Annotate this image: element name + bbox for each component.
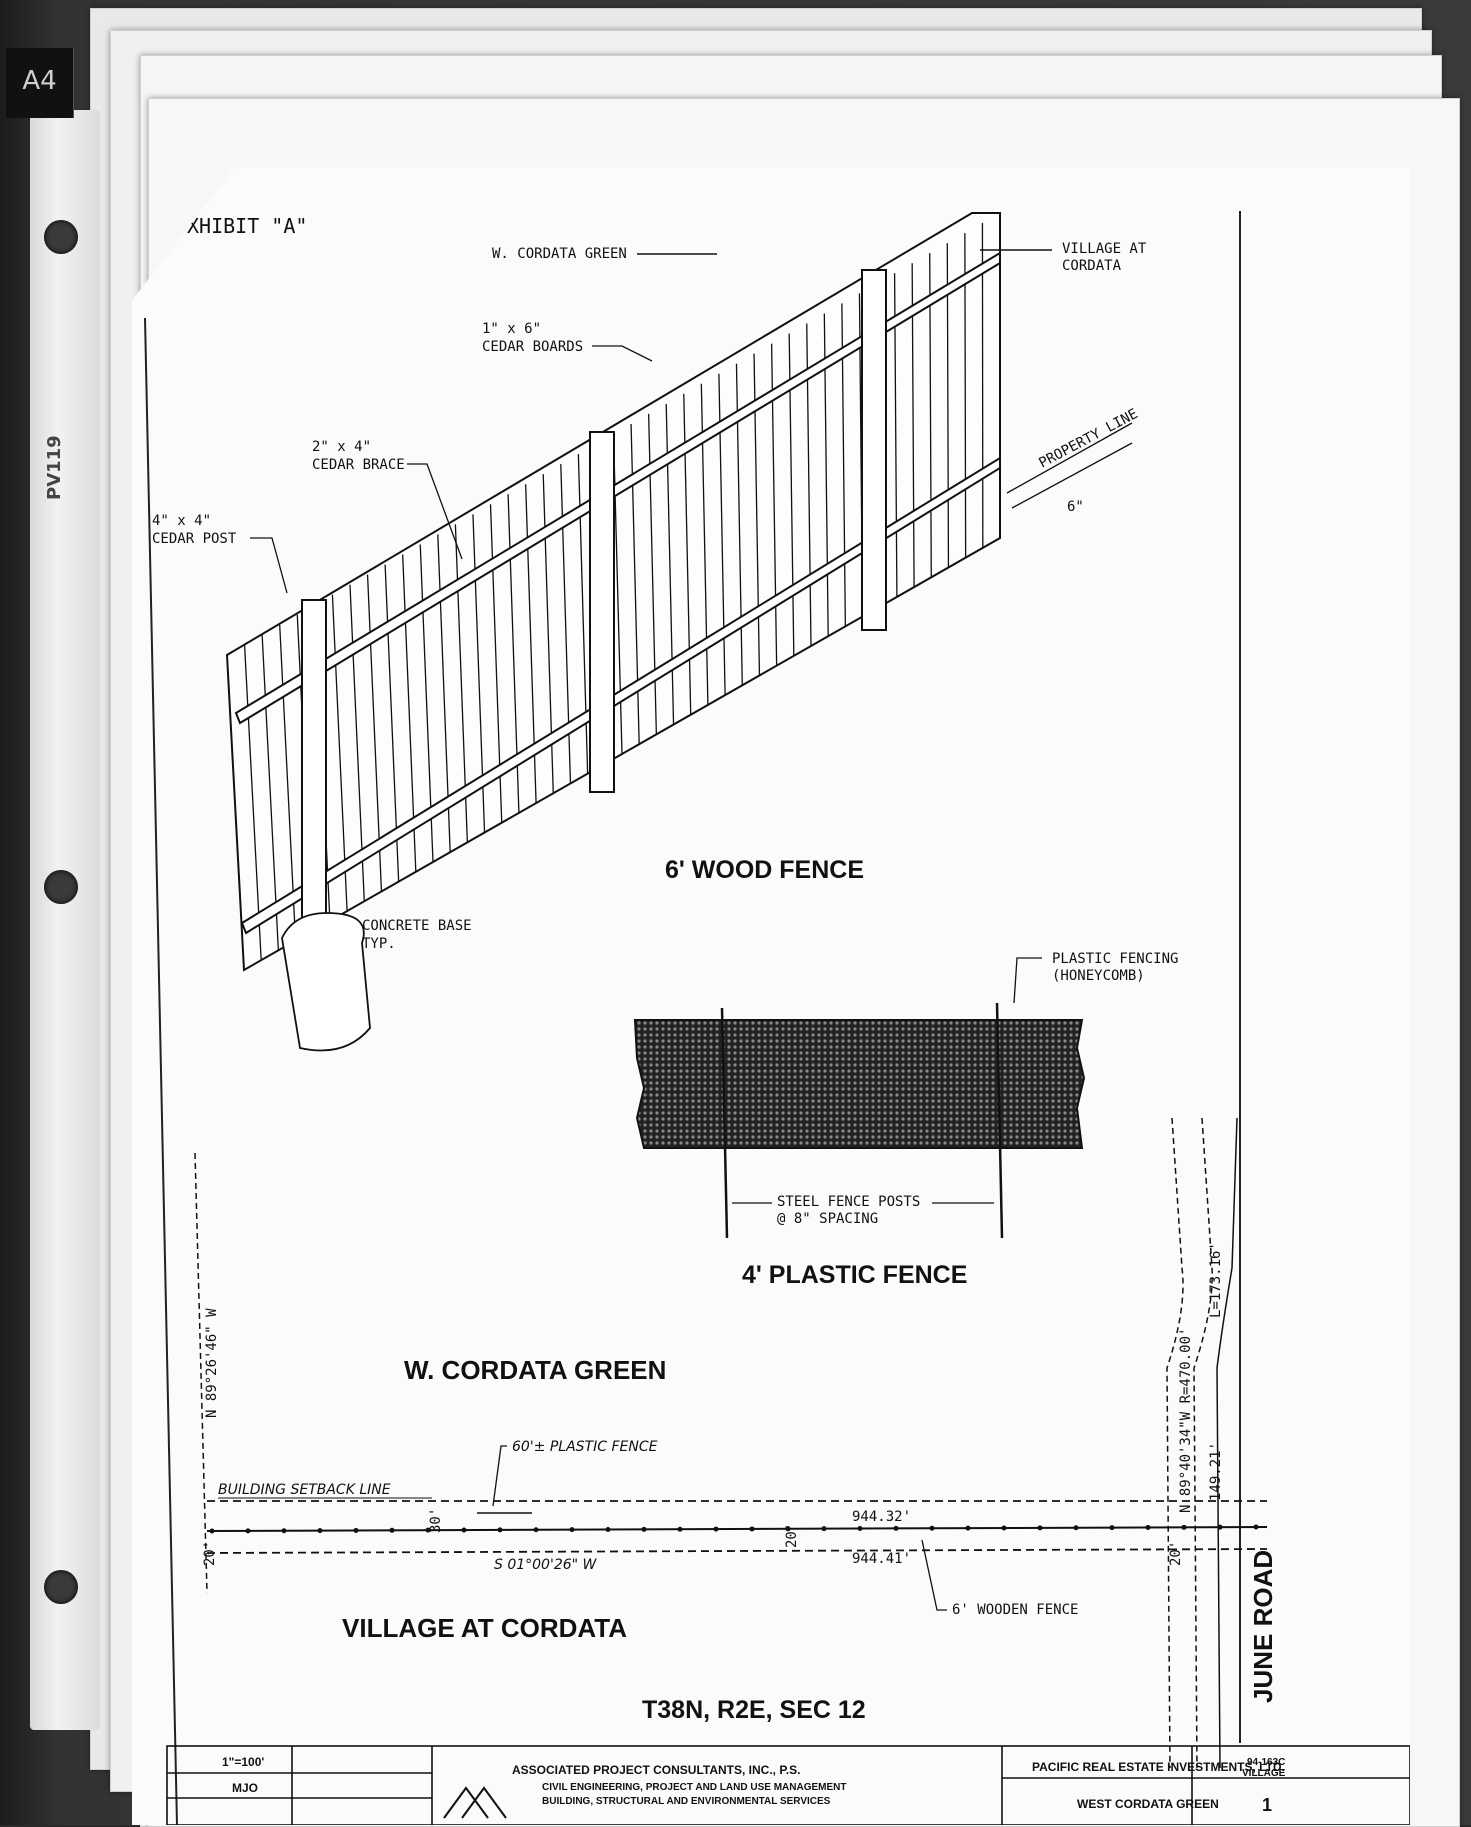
- engineering-drawing: [132, 168, 1410, 1825]
- title-wood-fence: 6' WOOD FENCE: [665, 856, 864, 884]
- punch-hole: [44, 220, 78, 254]
- fence-post-marker: [714, 1527, 719, 1532]
- fence-post-marker: [1254, 1525, 1259, 1530]
- curve-length: L=173.16': [1208, 1242, 1224, 1318]
- title-block-scale: 1"=100': [222, 1755, 264, 1769]
- fence-post-marker: [282, 1528, 287, 1533]
- property-line: [207, 1549, 1267, 1553]
- fence-post-marker: [1002, 1525, 1007, 1530]
- fence-post-marker: [822, 1526, 827, 1531]
- label-six-wooden-fence: 6' WOODEN FENCE: [952, 1602, 1078, 1618]
- dim-944-32: 944.32': [852, 1509, 911, 1525]
- label-plastic-fencing: PLASTIC FENCING: [1052, 951, 1178, 967]
- label-steel-posts: STEEL FENCE POSTS: [777, 1194, 920, 1210]
- fence-post-marker: [210, 1528, 215, 1533]
- label-w-cordata-green: W. CORDATA GREEN: [404, 1355, 666, 1385]
- label-w-cordata-green-top: W. CORDATA GREEN: [492, 246, 627, 262]
- title-block-drawn-by: MJO: [232, 1781, 258, 1795]
- label-village-line2: CORDATA: [1062, 258, 1122, 274]
- punch-hole: [44, 870, 78, 904]
- label-brace-name: CEDAR BRACE: [312, 457, 405, 473]
- fence-post-marker: [462, 1528, 467, 1533]
- label-post-size: 4" x 4": [152, 513, 211, 529]
- dim-30: 30': [428, 1508, 444, 1533]
- label-june-road: JUNE ROAD: [1248, 1550, 1278, 1703]
- fence-post-marker: [1038, 1525, 1043, 1530]
- label-concrete-base: CONCRETE BASE: [362, 918, 472, 934]
- title-block-file: VILLAGE: [1242, 1768, 1286, 1779]
- fence-post-marker: [570, 1527, 575, 1532]
- label-honeycomb: (HONEYCOMB): [1052, 968, 1145, 984]
- label-boards-name: CEDAR BOARDS: [482, 339, 583, 355]
- label-setback-line: BUILDING SETBACK LINE: [218, 1482, 391, 1498]
- fence-post-marker: [858, 1526, 863, 1531]
- divider-tab[interactable]: A4: [6, 48, 74, 118]
- label-post-name: CEDAR POST: [152, 531, 237, 547]
- wood-fence-illustration: [227, 213, 1000, 1051]
- honeycomb-fence-panel: [635, 1020, 1084, 1148]
- section-township: T38N, R2E, SEC 12: [642, 1696, 866, 1724]
- label-village-line1: VILLAGE AT: [1062, 241, 1147, 257]
- dim-20-mid: 20': [784, 1523, 800, 1548]
- title-block-client: PACIFIC REAL ESTATE INVESTMENTS, LTD.: [1032, 1760, 1285, 1774]
- label-brace-size: 2" x 4": [312, 439, 371, 455]
- title-block-sheet: 1: [1262, 1795, 1272, 1815]
- title-block-project: WEST CORDATA GREEN: [1077, 1797, 1219, 1811]
- label-property-line: PROPERTY LINE: [1036, 406, 1140, 472]
- fence-post-marker: [1182, 1525, 1187, 1530]
- dim-149-21: 149.21': [1208, 1442, 1224, 1501]
- fence-post-marker: [606, 1527, 611, 1532]
- label-plastic-fence-60: 60'± PLASTIC FENCE: [512, 1439, 658, 1455]
- label-six-inch: 6": [1067, 499, 1084, 515]
- fence-post-marker: [930, 1526, 935, 1531]
- bearing-west: N 89°26'46" W: [204, 1308, 220, 1418]
- fence-post-marker: [966, 1526, 971, 1531]
- label-concrete-typ: TYP.: [362, 936, 396, 952]
- label-post-spacing: @ 8" SPACING: [777, 1211, 878, 1227]
- label-village-at-cordata: VILLAGE AT CORDATA: [342, 1613, 627, 1643]
- dim-20-right: 20': [1168, 1541, 1184, 1566]
- label-boards-size: 1" x 6": [482, 321, 541, 337]
- fence-post-marker: [642, 1527, 647, 1532]
- spine-code: PV119: [44, 435, 65, 500]
- title-block-job-no: 94-163C: [1247, 1757, 1285, 1768]
- fence-post-marker: [894, 1526, 899, 1531]
- fence-post-marker: [750, 1526, 755, 1531]
- title-block-company-sub1: CIVIL ENGINEERING, PROJECT AND LAND USE MANAGEMENT: [542, 1782, 846, 1793]
- title-block-company: ASSOCIATED PROJECT CONSULTANTS, INC., P.S.: [512, 1763, 800, 1777]
- fence-post-marker: [1074, 1525, 1079, 1530]
- fence-post-marker: [390, 1528, 395, 1533]
- sheet-protector-edge: [30, 110, 100, 1730]
- fence-post-marker: [678, 1527, 683, 1532]
- fence-post-marker: [1146, 1525, 1151, 1530]
- dim-944-41: 944.41': [852, 1551, 911, 1567]
- exhibit-page: [132, 168, 1410, 1825]
- title-plastic-fence: 4' PLASTIC FENCE: [742, 1261, 967, 1289]
- title-block-company-sub2: BUILDING, STRUCTURAL AND ENVIRONMENTAL SERVICES: [542, 1796, 831, 1807]
- curve-bearing: N 89°40'34"W R=470.00': [1178, 1328, 1194, 1513]
- fence-post-marker: [318, 1528, 323, 1533]
- exhibit-title: XHIBIT "A": [187, 214, 307, 238]
- fence-post-marker: [354, 1528, 359, 1533]
- fence-post-marker: [534, 1527, 539, 1532]
- fence-post-marker: [246, 1528, 251, 1533]
- fence-post-marker: [498, 1527, 503, 1532]
- punch-hole: [44, 1570, 78, 1604]
- wooden-fence-line: [207, 1527, 1267, 1531]
- bearing-south: S 01°00'26" W: [494, 1557, 598, 1573]
- dim-20-left: 20': [202, 1541, 218, 1566]
- fence-post-marker: [1110, 1525, 1115, 1530]
